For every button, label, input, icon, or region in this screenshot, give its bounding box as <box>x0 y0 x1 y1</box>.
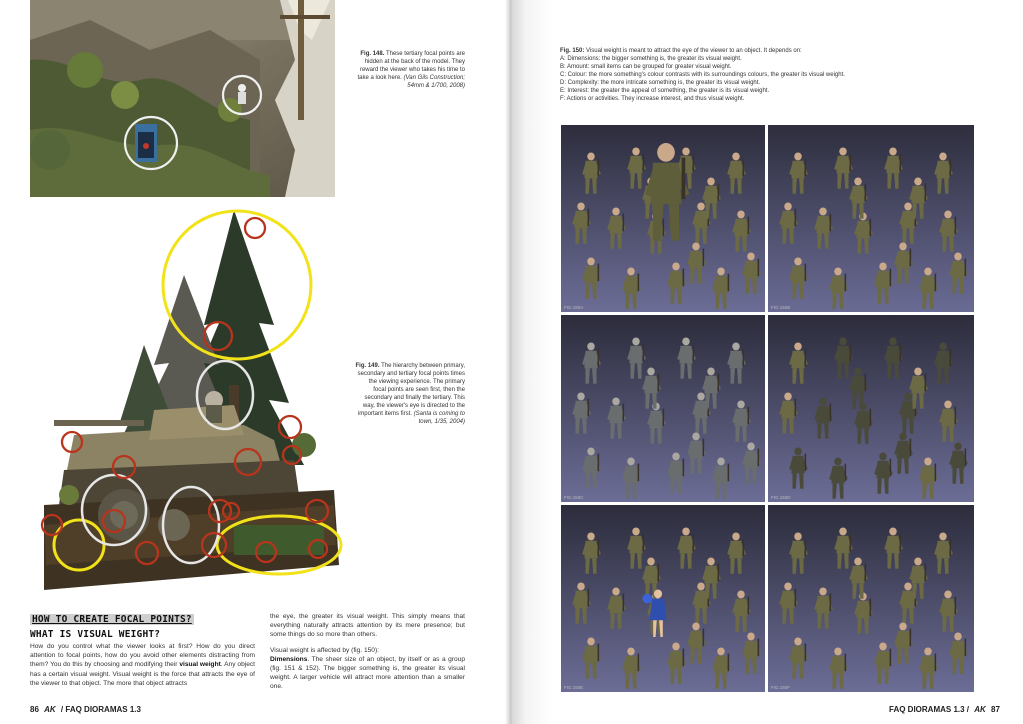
fig149-credit: (Santa is coming to town, 1/35, 2004) <box>413 411 465 425</box>
col2-bold-dimensions: Dimensions <box>270 655 308 663</box>
left-page-number: 86 <box>30 705 39 714</box>
fig148-text: These tertiary focal points are hidden at the back of the model. They reward the viewer who takes his time to take a look here. <box>357 51 465 81</box>
fig150-intro: Visual weight is meant to attract the eye of the viewer to an object. It depends on: <box>586 48 802 54</box>
fig150f-label: FIG.150F <box>771 685 791 690</box>
col2-paragraph-3 <box>270 655 465 692</box>
fig149-label: Fig. 149. <box>355 363 380 369</box>
fig150-item-a: A: Dimensions: the bigger something is, the greater its visual weight. <box>560 56 742 62</box>
fig149-photo <box>34 205 344 590</box>
right-page <box>512 0 1023 724</box>
col2-paragraph-1: the eye, the greater its visual weight. This simply means that everything naturally attracts attention by its mere presence; but some things do so more than others. <box>270 613 465 639</box>
fig150-item-b: B: Amount: small items can be grouped for greater visual weight. <box>560 64 732 70</box>
col1-text-b: . Any object has a certain visual weight. Visual weight is the force that attracts the eye of the viewer to that object. The more that object attracts <box>30 661 255 687</box>
left-footer: 86 AK / FAQ DIORAMAS 1.3 <box>30 705 141 714</box>
fig150d-panel <box>768 315 974 502</box>
fig150a-soldiers <box>561 125 765 312</box>
right-footer: FAQ DIORAMAS 1.3 / AK 87 <box>889 705 1000 714</box>
fig150b-panel <box>768 125 974 312</box>
fig150e-soldiers <box>561 505 765 692</box>
body-column-1 <box>30 642 255 688</box>
fig150f-panel <box>768 505 974 692</box>
fig150-caption <box>560 47 940 103</box>
fig150f-soldiers <box>768 505 974 692</box>
fig149-caption <box>355 362 465 426</box>
fig150-item-c: C: Colour: the more something's colour contrasts with its surroundings colours, the greater its visual weight. <box>560 72 845 78</box>
fig148-photo <box>30 0 335 197</box>
fig150a-label: FIG.150A <box>564 305 584 310</box>
fig148-label: Fig. 148. <box>360 51 385 57</box>
fig150c-label: FIG.150C <box>564 495 584 500</box>
fig148-credit: (Van Gils Construction; 54mm & 1/700, 2008) <box>403 75 465 89</box>
fig150-item-f: F: Actions or activities. They increase interest, and thus visual weight. <box>560 96 745 102</box>
heading-what-is-visual-weight: WHAT IS VISUAL WEIGHT? <box>30 629 161 640</box>
fig150c-panel <box>561 315 765 502</box>
right-page-number: 87 <box>991 705 1000 714</box>
fig150b-soldiers <box>768 125 974 312</box>
fig150a-panel <box>561 125 765 312</box>
fig150d-label: FIG.150D <box>771 495 791 500</box>
col1-bold-visual-weight: visual weight <box>179 661 221 669</box>
fig150c-soldiers <box>561 315 765 502</box>
fig150e-panel <box>561 505 765 692</box>
left-footer-title: FAQ DIORAMAS 1.3 <box>65 705 141 714</box>
fig150-label: Fig. 150: <box>560 48 585 54</box>
fig150b-label: FIG.150B <box>771 305 791 310</box>
body-column-2 <box>270 612 465 692</box>
col2-text-dimensions: . The sheer size of an object, by itself or as a group (fig. 151 & 152). The bigger something is, the greater its visual weight. A larger vehicle will attract more attention than a smaller one. <box>270 655 465 691</box>
fig148-caption <box>355 50 465 90</box>
ak-logo: AK <box>44 705 56 714</box>
fig150e-label: FIG.150E <box>564 685 584 690</box>
fig149-text: The hierarchy between primary, secondary and tertiary focal points times the viewing experience. The primary focal points are seen first, then the secondary and finally the tertiary. This way, the viewer's eye is directed to the important items first. <box>357 363 465 417</box>
fig150-item-d: D: Complexity: the more intricate something is, the greater its visual weight. <box>560 80 761 86</box>
fig150-item-e: E: Interest: the greater the appeal of something, the greater is its visual weight. <box>560 88 770 94</box>
col2-paragraph-2: Visual weight is affected by (fig. 150): <box>270 646 379 654</box>
fig150d-soldiers <box>768 315 974 502</box>
right-footer-title: FAQ DIORAMAS 1.3 <box>889 705 965 714</box>
col1-text-a: How do you control what the viewer looks at first? How do you direct attention to focal points, how do you avoid other elements distracting from them? You do this by choosing and modifying their <box>30 643 255 669</box>
ak-logo: AK <box>974 705 986 714</box>
heading-how-to-create-focal-points: HOW TO CREATE FOCAL POINTS? <box>32 614 192 625</box>
left-page <box>0 0 511 724</box>
